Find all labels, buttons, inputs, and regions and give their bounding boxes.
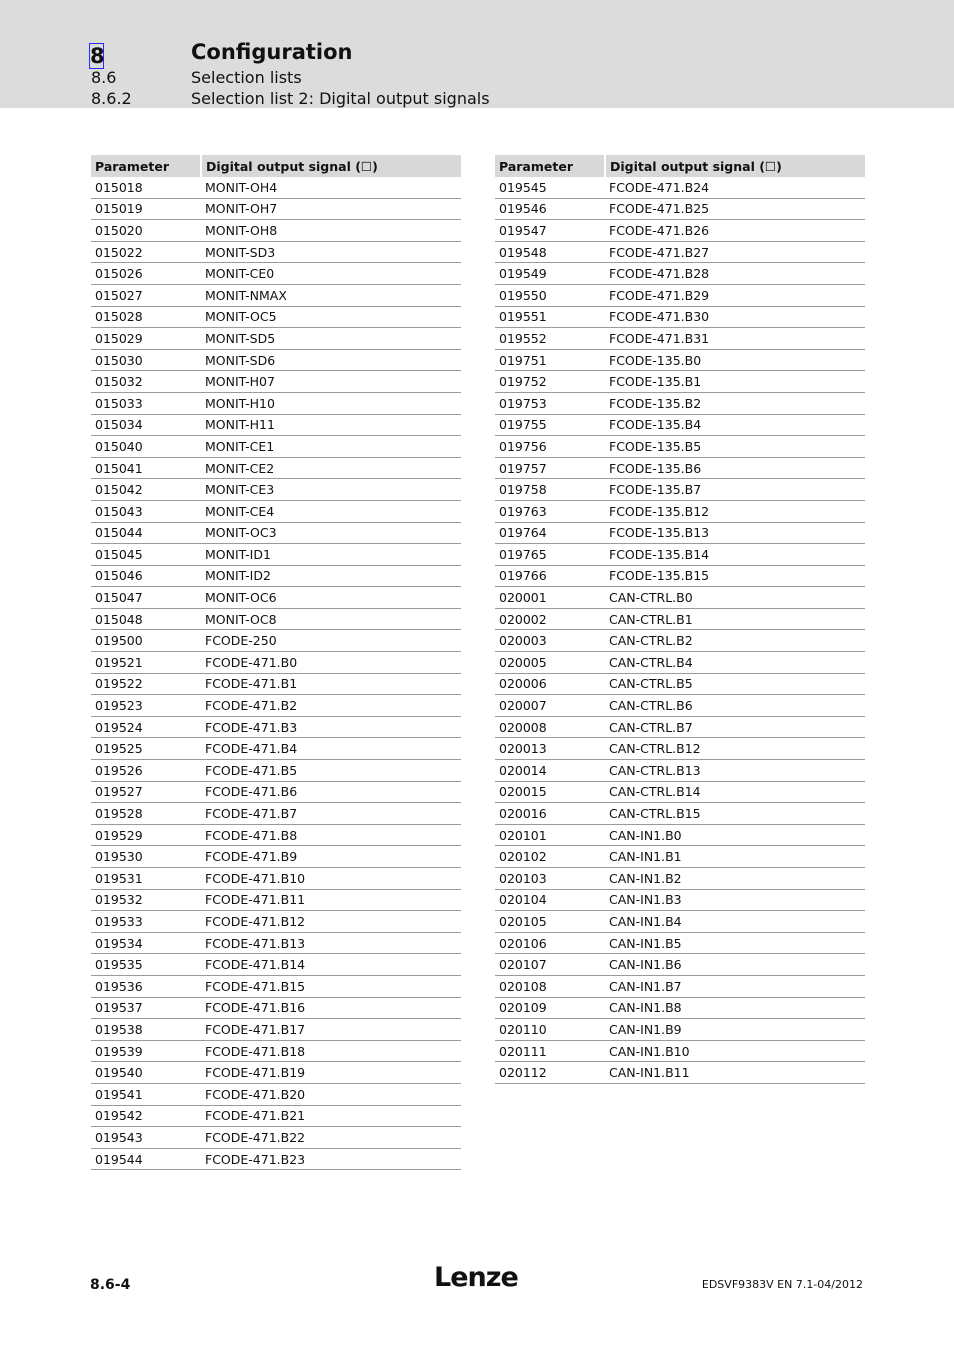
table-row: [91, 889, 461, 911]
signal-cell: FCODE-471.B29: [605, 284, 865, 306]
parameter-cell: 015020: [91, 220, 201, 242]
signal-cell: FCODE-135.B14: [605, 544, 865, 566]
parameter-cell: 019538: [91, 1019, 201, 1041]
parameter-cell: 020001: [495, 587, 605, 609]
signal-cell: CAN-IN1.B1: [605, 846, 865, 868]
signal-cell: FCODE-471.B21: [201, 1105, 461, 1127]
signal-table-right: [495, 155, 865, 1084]
signal-cell: MONIT-CE0: [201, 263, 461, 285]
signal-cell: MONIT-H07: [201, 371, 461, 393]
parameter-cell: 015027: [91, 284, 201, 306]
parameter-cell: 015028: [91, 306, 201, 328]
signal-cell: CAN-CTRL.B2: [605, 630, 865, 652]
parameter-cell: 015046: [91, 565, 201, 587]
parameter-cell: 020105: [495, 911, 605, 933]
table-row: [91, 479, 461, 501]
signal-cell: FCODE-135.B1: [605, 371, 865, 393]
table-row: [91, 997, 461, 1019]
parameter-cell: 020015: [495, 781, 605, 803]
parameter-cell: 019758: [495, 479, 605, 501]
table-row: [495, 306, 865, 328]
parameter-cell: 015030: [91, 349, 201, 371]
signal-cell: FCODE-135.B4: [605, 414, 865, 436]
table-row: [495, 328, 865, 350]
table-row: [495, 673, 865, 695]
signal-cell: CAN-IN1.B9: [605, 1019, 865, 1041]
signal-cell: MONIT-OC5: [201, 306, 461, 328]
parameter-cell: 019528: [91, 803, 201, 825]
parameter-cell: 019764: [495, 522, 605, 544]
parameter-cell: 019549: [495, 263, 605, 285]
signal-cell: CAN-CTRL.B12: [605, 738, 865, 760]
signal-cell: CAN-CTRL.B5: [605, 673, 865, 695]
table-row: [495, 932, 865, 954]
table-header-row: [495, 155, 865, 177]
table-row: [495, 911, 865, 933]
table-row: [91, 1019, 461, 1041]
signal-cell: FCODE-135.B6: [605, 457, 865, 479]
parameter-cell: 020007: [495, 695, 605, 717]
parameter-cell: 019529: [91, 824, 201, 846]
signal-cell: FCODE-471.B27: [605, 241, 865, 263]
table-row: [91, 306, 461, 328]
parameter-cell: 019751: [495, 349, 605, 371]
section-title: Selection lists: [191, 68, 302, 87]
signal-cell: MONIT-OH7: [201, 198, 461, 220]
table-row: [495, 479, 865, 501]
signal-cell: CAN-CTRL.B7: [605, 716, 865, 738]
parameter-cell: 019550: [495, 284, 605, 306]
table-row: [91, 954, 461, 976]
signal-cell: MONIT-ID2: [201, 565, 461, 587]
table-row: [495, 587, 865, 609]
signal-cell: CAN-CTRL.B1: [605, 608, 865, 630]
parameter-cell: 019542: [91, 1105, 201, 1127]
parameter-cell: 019523: [91, 695, 201, 717]
table-body: [495, 177, 865, 1083]
signal-cell: FCODE-471.B7: [201, 803, 461, 825]
signal-cell: FCODE-471.B10: [201, 868, 461, 890]
section-number: 8.6: [91, 68, 117, 87]
table-row: [495, 457, 865, 479]
parameter-cell: 020101: [495, 824, 605, 846]
parameter-cell: 020006: [495, 673, 605, 695]
table-row: [495, 846, 865, 868]
signal-cell: FCODE-471.B13: [201, 932, 461, 954]
table-row: [495, 803, 865, 825]
parameter-cell: 019535: [91, 954, 201, 976]
table-row: [91, 500, 461, 522]
table-row: [91, 932, 461, 954]
table-row: [91, 846, 461, 868]
table-row: [495, 1062, 865, 1084]
signal-cell: CAN-CTRL.B14: [605, 781, 865, 803]
signal-cell: CAN-IN1.B11: [605, 1062, 865, 1084]
parameter-cell: 015048: [91, 608, 201, 630]
table-row: [495, 371, 865, 393]
table-row: [495, 1019, 865, 1041]
parameter-cell: 019547: [495, 220, 605, 242]
signal-cell: CAN-IN1.B8: [605, 997, 865, 1019]
parameter-cell: 019530: [91, 846, 201, 868]
table-row: [495, 263, 865, 285]
table-row: [495, 284, 865, 306]
parameter-cell: 020110: [495, 1019, 605, 1041]
subsection-title: Selection list 2: Digital output signals: [191, 89, 490, 108]
parameter-cell: 015022: [91, 241, 201, 263]
chapter-number[interactable]: 8: [90, 44, 105, 68]
signal-cell: FCODE-471.B23: [201, 1148, 461, 1170]
signal-cell: FCODE-135.B2: [605, 392, 865, 414]
parameter-cell: 019753: [495, 392, 605, 414]
table-row: [91, 177, 461, 198]
parameter-cell: 019533: [91, 911, 201, 933]
parameter-cell: 019524: [91, 716, 201, 738]
header-digital-output-signal: Digital output signal (☐): [201, 155, 461, 177]
parameter-cell: 015043: [91, 500, 201, 522]
table-row: [91, 716, 461, 738]
table-row: [91, 652, 461, 674]
signal-cell: FCODE-471.B3: [201, 716, 461, 738]
signal-cell: FCODE-471.B18: [201, 1040, 461, 1062]
document-id: EDSVF9383V EN 7.1-04/2012: [701, 1278, 863, 1291]
signal-cell: MONIT-CE3: [201, 479, 461, 501]
parameter-cell: 019500: [91, 630, 201, 652]
parameter-cell: 019552: [495, 328, 605, 350]
signal-cell: FCODE-471.B24: [605, 177, 865, 198]
table-row: [91, 457, 461, 479]
signal-cell: FCODE-471.B14: [201, 954, 461, 976]
parameter-cell: 019531: [91, 868, 201, 890]
table-row: [91, 868, 461, 890]
signal-cell: FCODE-471.B16: [201, 997, 461, 1019]
parameter-cell: 020109: [495, 997, 605, 1019]
table-row: [495, 738, 865, 760]
parameter-cell: 019534: [91, 932, 201, 954]
parameter-cell: 015047: [91, 587, 201, 609]
parameter-cell: 020008: [495, 716, 605, 738]
signal-cell: FCODE-135.B12: [605, 500, 865, 522]
parameter-cell: 020112: [495, 1062, 605, 1084]
chapter-title: Configuration: [191, 40, 353, 64]
table-row: [495, 392, 865, 414]
signal-cell: FCODE-471.B20: [201, 1083, 461, 1105]
signal-cell: FCODE-471.B5: [201, 760, 461, 782]
table-row: [91, 824, 461, 846]
table-row: [91, 544, 461, 566]
table-row: [495, 414, 865, 436]
signal-cell: FCODE-135.B7: [605, 479, 865, 501]
parameter-cell: 019551: [495, 306, 605, 328]
lenze-logo: Lenze: [434, 1262, 518, 1293]
signal-cell: FCODE-135.B13: [605, 522, 865, 544]
table-row: [91, 803, 461, 825]
parameter-cell: 019756: [495, 436, 605, 458]
parameter-cell: 020107: [495, 954, 605, 976]
signal-cell: FCODE-471.B17: [201, 1019, 461, 1041]
signal-cell: MONIT-OC3: [201, 522, 461, 544]
table-row: [495, 608, 865, 630]
parameter-cell: 020104: [495, 889, 605, 911]
signal-cell: MONIT-SD3: [201, 241, 461, 263]
signal-cell: FCODE-471.B28: [605, 263, 865, 285]
parameter-cell: 019544: [91, 1148, 201, 1170]
signal-cell: MONIT-H11: [201, 414, 461, 436]
table-row: [91, 414, 461, 436]
signal-cell: FCODE-471.B12: [201, 911, 461, 933]
signal-cell: FCODE-135.B15: [605, 565, 865, 587]
signal-cell: FCODE-135.B5: [605, 436, 865, 458]
parameter-cell: 020111: [495, 1040, 605, 1062]
signal-cell: FCODE-471.B8: [201, 824, 461, 846]
parameter-cell: 019765: [495, 544, 605, 566]
parameter-cell: 015041: [91, 457, 201, 479]
parameter-cell: 015026: [91, 263, 201, 285]
table-row: [495, 781, 865, 803]
table-row: [91, 975, 461, 997]
signal-cell: CAN-IN1.B4: [605, 911, 865, 933]
signal-cell: FCODE-471.B26: [605, 220, 865, 242]
parameter-cell: 020003: [495, 630, 605, 652]
table-row: [495, 565, 865, 587]
signal-cell: MONIT-OC6: [201, 587, 461, 609]
signal-cell: FCODE-471.B1: [201, 673, 461, 695]
table-row: [91, 911, 461, 933]
signal-cell: CAN-IN1.B7: [605, 975, 865, 997]
signal-cell: CAN-CTRL.B15: [605, 803, 865, 825]
table-row: [91, 608, 461, 630]
parameter-cell: 019546: [495, 198, 605, 220]
signal-cell: CAN-IN1.B0: [605, 824, 865, 846]
table-row: [91, 263, 461, 285]
table-row: [495, 695, 865, 717]
parameter-cell: 019545: [495, 177, 605, 198]
page-header: [0, 0, 954, 108]
table-row: [495, 349, 865, 371]
parameter-cell: 020108: [495, 975, 605, 997]
signal-cell: FCODE-471.B22: [201, 1127, 461, 1149]
signal-cell: CAN-IN1.B3: [605, 889, 865, 911]
table-row: [495, 975, 865, 997]
signal-cell: CAN-CTRL.B13: [605, 760, 865, 782]
table-row: [91, 1083, 461, 1105]
parameter-cell: 020102: [495, 846, 605, 868]
parameter-cell: 019541: [91, 1083, 201, 1105]
parameter-cell: 020014: [495, 760, 605, 782]
parameter-cell: 020106: [495, 932, 605, 954]
table-row: [495, 954, 865, 976]
signal-cell: MONIT-OC8: [201, 608, 461, 630]
table-row: [91, 738, 461, 760]
table-row: [91, 241, 461, 263]
parameter-cell: 019543: [91, 1127, 201, 1149]
signal-cell: FCODE-471.B4: [201, 738, 461, 760]
table-row: [91, 760, 461, 782]
parameter-cell: 019526: [91, 760, 201, 782]
signal-cell: FCODE-471.B2: [201, 695, 461, 717]
table-row: [91, 1127, 461, 1149]
parameter-cell: 020013: [495, 738, 605, 760]
table-row: [91, 198, 461, 220]
parameter-cell: 015034: [91, 414, 201, 436]
table-row: [495, 868, 865, 890]
table-row: [495, 544, 865, 566]
table-row: [91, 1040, 461, 1062]
table-row: [91, 630, 461, 652]
signal-cell: FCODE-471.B30: [605, 306, 865, 328]
page-number: 8.6-4: [90, 1277, 131, 1293]
signal-cell: CAN-CTRL.B0: [605, 587, 865, 609]
parameter-cell: 015044: [91, 522, 201, 544]
table-row: [91, 781, 461, 803]
table-row: [91, 349, 461, 371]
parameter-cell: 019536: [91, 975, 201, 997]
signal-cell: MONIT-CE1: [201, 436, 461, 458]
signal-cell: CAN-IN1.B10: [605, 1040, 865, 1062]
table-row: [495, 241, 865, 263]
table-row: [91, 392, 461, 414]
table-row: [91, 1062, 461, 1084]
header-parameter: Parameter: [495, 155, 605, 177]
parameter-cell: 020005: [495, 652, 605, 674]
signal-cell: CAN-IN1.B5: [605, 932, 865, 954]
header-parameter: Parameter: [91, 155, 201, 177]
signal-cell: MONIT-SD6: [201, 349, 461, 371]
signal-cell: MONIT-SD5: [201, 328, 461, 350]
parameter-cell: 019757: [495, 457, 605, 479]
signal-table-left: [91, 155, 461, 1170]
table-row: [91, 1105, 461, 1127]
signal-cell: FCODE-471.B0: [201, 652, 461, 674]
signal-cell: MONIT-ID1: [201, 544, 461, 566]
parameter-cell: 015032: [91, 371, 201, 393]
table-header-row: [91, 155, 461, 177]
parameter-cell: 015045: [91, 544, 201, 566]
table-row: [495, 1040, 865, 1062]
signal-cell: MONIT-NMAX: [201, 284, 461, 306]
parameter-cell: 019525: [91, 738, 201, 760]
signal-cell: MONIT-H10: [201, 392, 461, 414]
parameter-cell: 019540: [91, 1062, 201, 1084]
signal-cell: CAN-IN1.B6: [605, 954, 865, 976]
signal-cell: FCODE-471.B6: [201, 781, 461, 803]
table-row: [91, 673, 461, 695]
table-row: [91, 522, 461, 544]
table-row: [495, 889, 865, 911]
subsection-number: 8.6.2: [91, 89, 132, 108]
table-row: [495, 760, 865, 782]
table-row: [91, 284, 461, 306]
table-row: [495, 436, 865, 458]
table-row: [91, 1148, 461, 1170]
signal-cell: FCODE-250: [201, 630, 461, 652]
parameter-cell: 020002: [495, 608, 605, 630]
signal-cell: FCODE-471.B9: [201, 846, 461, 868]
signal-cell: CAN-CTRL.B6: [605, 695, 865, 717]
signal-cell: FCODE-471.B11: [201, 889, 461, 911]
parameter-cell: 019766: [495, 565, 605, 587]
table-row: [495, 220, 865, 242]
parameter-cell: 015033: [91, 392, 201, 414]
table-row: [91, 436, 461, 458]
signal-cell: FCODE-471.B25: [605, 198, 865, 220]
parameter-cell: 019755: [495, 414, 605, 436]
parameter-cell: 015042: [91, 479, 201, 501]
table-row: [495, 522, 865, 544]
parameter-cell: 019527: [91, 781, 201, 803]
parameter-cell: 015029: [91, 328, 201, 350]
signal-cell: FCODE-471.B31: [605, 328, 865, 350]
parameter-cell: 015040: [91, 436, 201, 458]
signal-cell: MONIT-OH4: [201, 177, 461, 198]
signal-cell: CAN-CTRL.B4: [605, 652, 865, 674]
parameter-cell: 020016: [495, 803, 605, 825]
signal-cell: FCODE-471.B15: [201, 975, 461, 997]
table-row: [495, 630, 865, 652]
table-row: [91, 587, 461, 609]
parameter-cell: 019752: [495, 371, 605, 393]
signal-cell: CAN-IN1.B2: [605, 868, 865, 890]
table-row: [495, 500, 865, 522]
table-row: [495, 198, 865, 220]
table-row: [495, 652, 865, 674]
table-row: [91, 565, 461, 587]
header-digital-output-signal: Digital output signal (☐): [605, 155, 865, 177]
parameter-cell: 019763: [495, 500, 605, 522]
parameter-cell: 019522: [91, 673, 201, 695]
signal-cell: MONIT-CE4: [201, 500, 461, 522]
signal-cell: MONIT-CE2: [201, 457, 461, 479]
signal-cell: FCODE-135.B0: [605, 349, 865, 371]
table-row: [91, 328, 461, 350]
table-body: [91, 177, 461, 1170]
signal-cell: FCODE-471.B19: [201, 1062, 461, 1084]
parameter-cell: 015019: [91, 198, 201, 220]
parameter-cell: 019539: [91, 1040, 201, 1062]
table-row: [91, 220, 461, 242]
parameter-cell: 019537: [91, 997, 201, 1019]
table-row: [495, 824, 865, 846]
table-row: [495, 997, 865, 1019]
parameter-cell: 019548: [495, 241, 605, 263]
table-row: [495, 716, 865, 738]
parameter-cell: 019532: [91, 889, 201, 911]
parameter-cell: 019521: [91, 652, 201, 674]
table-row: [495, 177, 865, 198]
signal-cell: MONIT-OH8: [201, 220, 461, 242]
table-row: [91, 371, 461, 393]
parameter-cell: 020103: [495, 868, 605, 890]
table-row: [91, 695, 461, 717]
parameter-cell: 015018: [91, 177, 201, 198]
